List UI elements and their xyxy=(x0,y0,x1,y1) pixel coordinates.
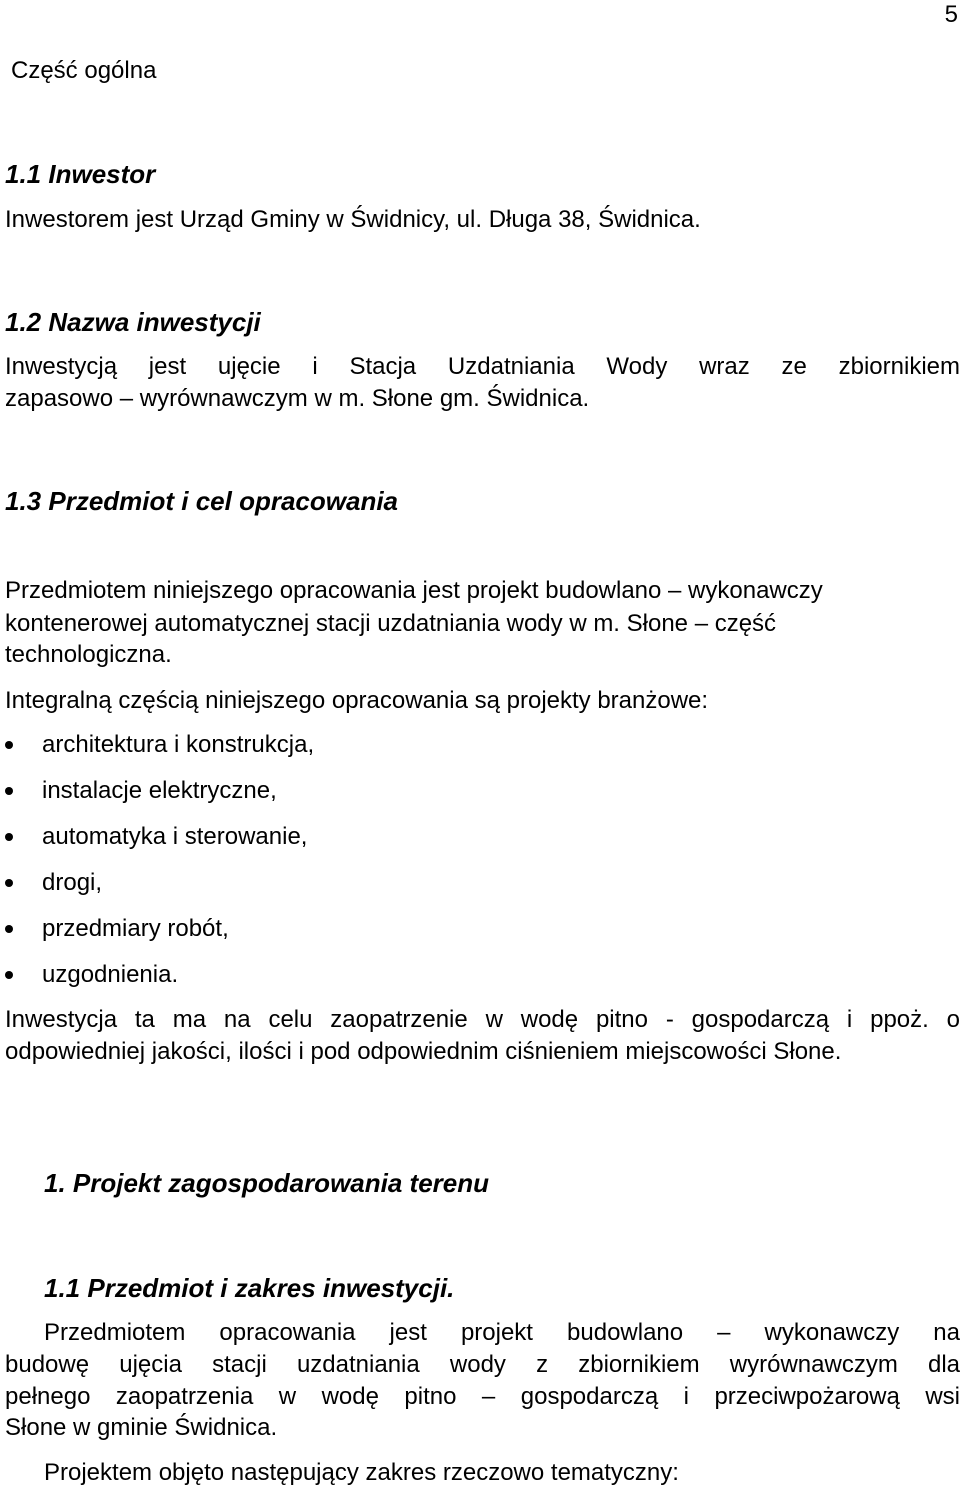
scope-paragraph-line-2: budowę ujęcia stacji uzdatniania wody z zbiornikiem wyrównawczym dla xyxy=(5,1351,960,1378)
scope-paragraph-line-1: Przedmiotem opracowania jest projekt budowlano – wykonawczy na xyxy=(44,1319,960,1346)
list-item-text: architektura i konstrukcja, xyxy=(42,731,315,758)
bullet-icon xyxy=(5,971,13,979)
heading-subject-and-purpose: 1.3 Przedmiot i cel opracowania xyxy=(5,486,399,516)
subject-paragraph-line-2: kontenerowej automatycznej stacji uzdatniania wody w m. Słone – część xyxy=(5,610,777,637)
heading-investment-name: 1.2 Nazwa inwestycji xyxy=(5,307,261,337)
bullet-icon xyxy=(5,741,13,749)
bullet-icon xyxy=(5,925,13,933)
investment-name-line-2: zapasowo – wyrównawczym w m. Słone gm. Świdnica. xyxy=(5,385,590,412)
bullet-icon xyxy=(5,787,13,795)
heading-land-development: 1. Projekt zagospodarowania terenu xyxy=(44,1168,489,1198)
integral-parts-intro: Integralną częścią niniejszego opracowania są projekty branżowe: xyxy=(5,687,709,714)
scope-list-intro: Projektem objęto następujący zakres rzeczowo tematyczny: xyxy=(44,1459,679,1486)
scope-paragraph-line-3: pełnego zaopatrzenia w wodę pitno – gospodarczą i przeciwpożarową wsi xyxy=(5,1383,960,1410)
list-item-text: instalacje elektryczne, xyxy=(42,777,277,804)
page-number: 5 xyxy=(944,1,958,28)
investor-text: Inwestorem jest Urząd Gminy w Świdnicy, ul. Długa 38, Świdnica. xyxy=(5,206,701,233)
list-item-text: przedmiary robót, xyxy=(42,915,229,942)
section-title: Część ogólna xyxy=(11,57,157,84)
heading-scope-of-investment: 1.1 Przedmiot i zakres inwestycji. xyxy=(44,1273,455,1303)
investment-name-line-1: Inwestycją jest ujęcie i Stacja Uzdatniania Wody wraz ze zbiornikiem xyxy=(5,353,960,380)
bullet-icon xyxy=(5,833,13,841)
list-item-text: uzgodnienia. xyxy=(42,961,179,988)
goal-paragraph-line-2: odpowiedniej jakości, ilości i pod odpowiednim ciśnieniem miejscowości Słone. xyxy=(5,1038,842,1065)
list-item-text: automatyka i sterowanie, xyxy=(42,823,308,850)
scope-paragraph-line-4: Słone w gminie Świdnica. xyxy=(5,1414,278,1441)
bullet-icon xyxy=(5,879,13,887)
goal-paragraph-line-1: Inwestycja ta ma na celu zaopatrzenie w wodę pitno - gospodarczą i ppoż. o xyxy=(5,1006,960,1033)
heading-investor: 1.1 Inwestor xyxy=(5,159,156,189)
list-item-text: drogi, xyxy=(42,869,103,896)
subject-paragraph-line-1: Przedmiotem niniejszego opracowania jest projekt budowlano – wykonawczy xyxy=(5,577,823,604)
subject-paragraph-line-3: technologiczna. xyxy=(5,641,172,668)
